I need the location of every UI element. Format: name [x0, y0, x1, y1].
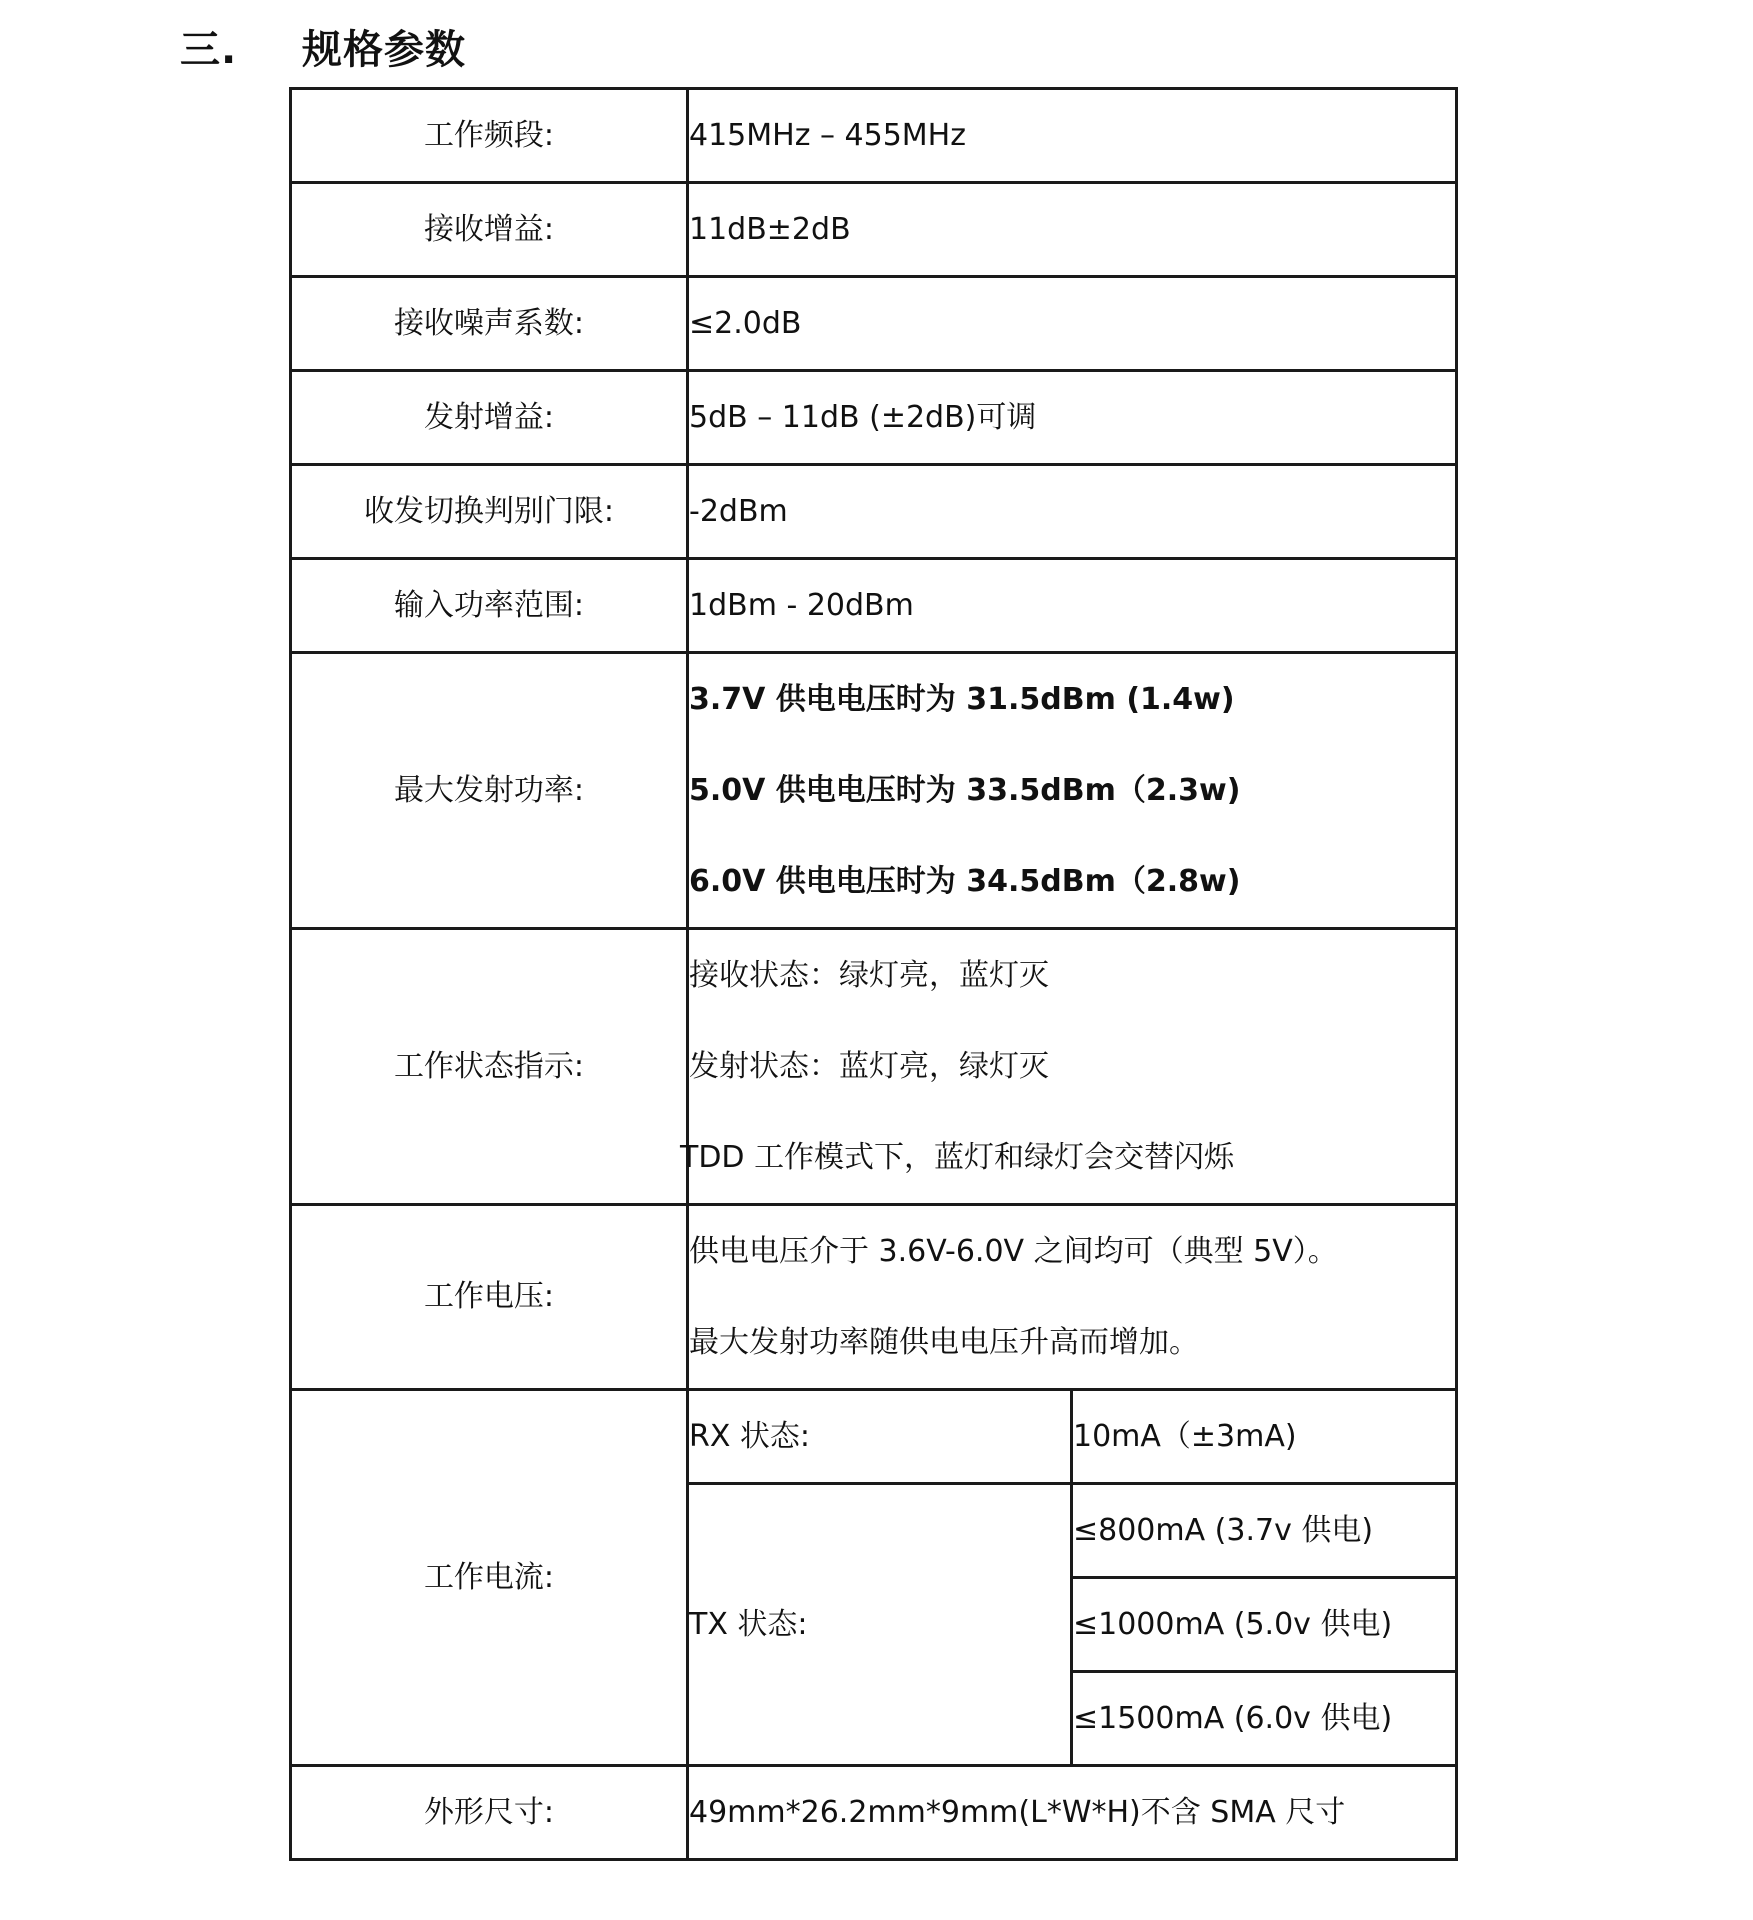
spec-value: 5dB – 11dB (±2dB)可调 [688, 371, 1457, 465]
spec-table [289, 87, 1458, 1861]
table-row [291, 277, 1457, 371]
spec-label: 最大发射功率: [291, 653, 688, 929]
section-number: 三. [180, 26, 238, 73]
table-row-voltage [291, 1205, 1457, 1390]
max-power-line: 5.0V 供电电压时为 33.5dBm（2.3w) [689, 773, 1241, 808]
table-row-current-rx [291, 1390, 1457, 1484]
spec-label: 工作电流: [291, 1390, 688, 1766]
voltage-values [688, 1205, 1457, 1390]
status-line: TDD 工作模式下，蓝灯和绿灯会交替闪烁 [680, 1140, 1235, 1175]
tx-value: ≤800mA (3.7v 供电) [1072, 1484, 1457, 1578]
table-row-status [291, 929, 1457, 1205]
voltage-line: 最大发射功率随供电电压升高而增加。 [689, 1325, 1199, 1360]
table-row [291, 183, 1457, 277]
status-values [680, 929, 1457, 1205]
spec-label: 工作状态指示: [291, 929, 688, 1205]
spec-label: 工作电压: [291, 1205, 688, 1390]
table-row [291, 559, 1457, 653]
tx-value: ≤1500mA (6.0v 供电) [1072, 1672, 1457, 1766]
spec-label: 外形尺寸: [291, 1766, 688, 1860]
table-row [291, 371, 1457, 465]
spec-value: 11dB±2dB [688, 183, 1457, 277]
spec-label: 输入功率范围: [291, 559, 688, 653]
spec-label: 发射增益: [291, 371, 688, 465]
rx-label: RX 状态: [688, 1390, 1072, 1484]
spec-label: 收发切换判别门限: [291, 465, 688, 559]
table-row-dimensions [291, 1766, 1457, 1860]
status-line: 接收状态：绿灯亮，蓝灯灭 [689, 958, 1049, 993]
section-heading [180, 16, 466, 76]
table-row [291, 89, 1457, 183]
tx-value: ≤1000mA (5.0v 供电) [1072, 1578, 1457, 1672]
spec-value: -2dBm [688, 465, 1457, 559]
max-power-values [688, 653, 1457, 929]
voltage-line: 供电电压介于 3.6V-6.0V 之间均可（典型 5V）。 [689, 1234, 1338, 1269]
table-row-max-power [291, 653, 1457, 929]
max-power-line: 3.7V 供电电压时为 31.5dBm (1.4w) [689, 682, 1235, 717]
table-row [291, 465, 1457, 559]
section-title: 规格参数 [302, 26, 466, 73]
spec-label: 接收增益: [291, 183, 688, 277]
tx-label: TX 状态: [688, 1484, 1072, 1766]
spec-label: 接收噪声系数: [291, 277, 688, 371]
spec-value: 1dBm - 20dBm [688, 559, 1457, 653]
dimensions-value: 49mm*26.2mm*9mm(L*W*H)不含 SMA 尺寸 [688, 1766, 1457, 1860]
spec-value: 415MHz – 455MHz [688, 89, 1457, 183]
max-power-line: 6.0V 供电电压时为 34.5dBm（2.8w) [689, 864, 1241, 899]
status-line: 发射状态：蓝灯亮，绿灯灭 [689, 1049, 1049, 1084]
spec-label: 工作频段: [291, 89, 688, 183]
spec-value: ≤2.0dB [688, 277, 1457, 371]
rx-value: 10mA（±3mA) [1072, 1390, 1457, 1484]
